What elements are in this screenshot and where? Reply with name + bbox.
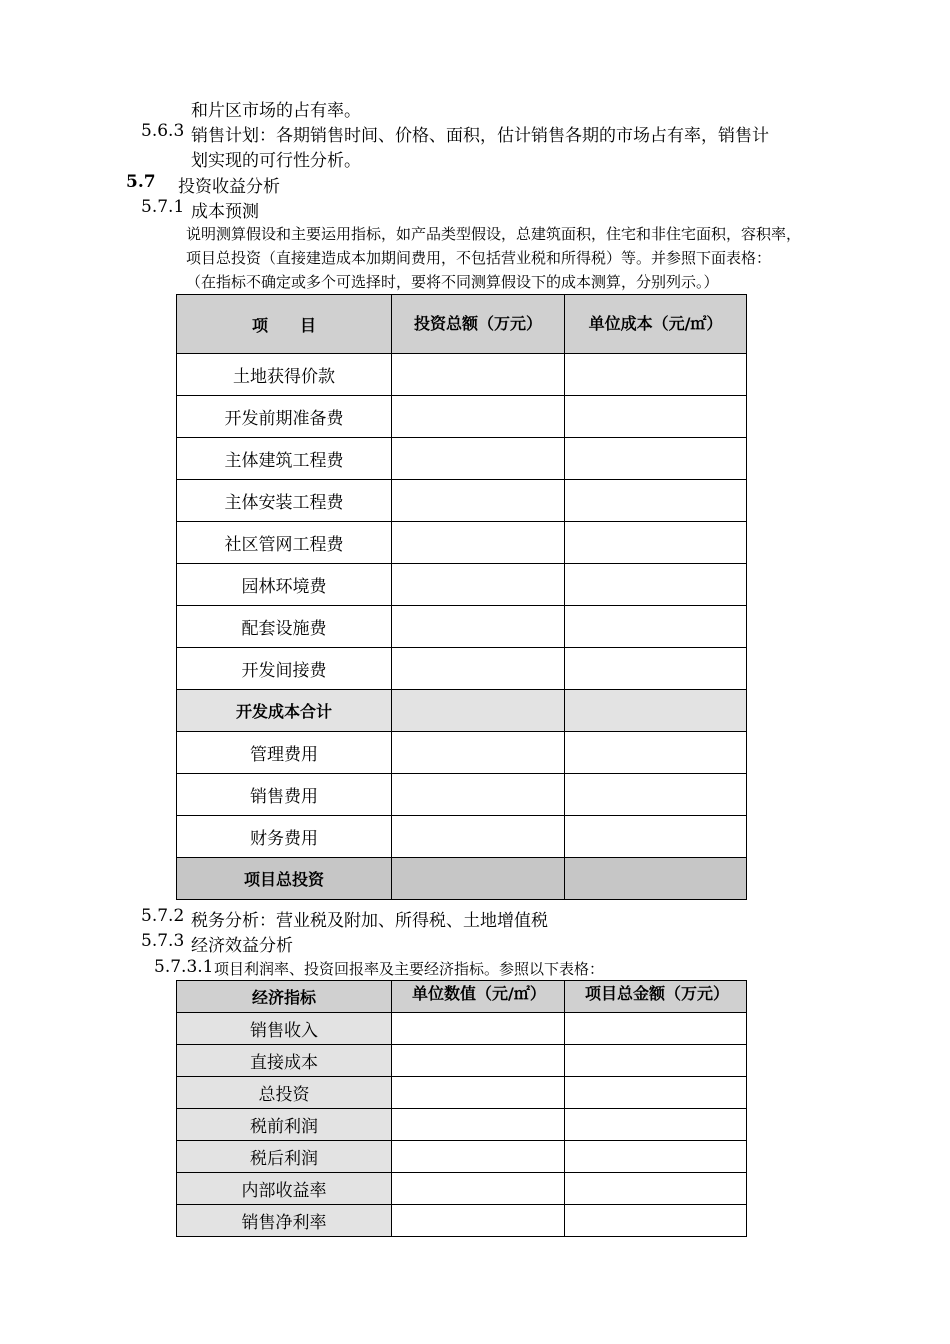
value-cell[interactable]	[392, 522, 565, 564]
value-cell[interactable]	[392, 396, 565, 438]
row-label: 财务费用	[177, 816, 392, 858]
row-label: 主体安装工程费	[177, 480, 392, 522]
value-cell[interactable]	[565, 1141, 747, 1173]
description-line: 项目总投资（直接建造成本加期间费用，不包括营业税和所得税）等。并参照下面表格：	[186, 249, 772, 267]
table-row	[177, 816, 747, 858]
description-line: （在指标不确定或多个可选择时，要将不同测算假设下的成本测算，分别列示。）	[186, 273, 719, 291]
value-cell[interactable]	[565, 480, 747, 522]
cost-forecast-table	[176, 294, 747, 900]
value-cell[interactable]	[392, 816, 565, 858]
value-cell[interactable]	[565, 732, 747, 774]
value-cell[interactable]	[392, 1173, 565, 1205]
row-label: 内部收益率	[177, 1173, 392, 1205]
table-row	[177, 522, 747, 564]
row-label: 配套设施费	[177, 606, 392, 648]
text-line: 划实现的可行性分析。	[191, 151, 361, 171]
value-cell[interactable]	[565, 690, 747, 732]
table-row	[177, 732, 747, 774]
table-row	[177, 438, 747, 480]
value-cell[interactable]	[392, 1141, 565, 1173]
section-number: 5.7.1	[141, 197, 185, 217]
value-cell[interactable]	[392, 1205, 565, 1237]
section-heading: 投资收益分析	[178, 177, 280, 197]
table-row	[177, 1045, 747, 1077]
value-cell[interactable]	[565, 774, 747, 816]
header-cell	[565, 981, 747, 1013]
table-row	[177, 606, 747, 648]
value-cell[interactable]	[392, 732, 565, 774]
header-text: 单位数值（元/㎡）	[412, 984, 546, 1003]
value-cell[interactable]	[565, 1045, 747, 1077]
header-cell: 单位成本（元/㎡）	[565, 295, 747, 354]
value-cell[interactable]	[565, 816, 747, 858]
value-cell[interactable]	[392, 1013, 565, 1045]
value-cell[interactable]	[392, 480, 565, 522]
value-cell[interactable]	[565, 606, 747, 648]
value-cell[interactable]	[565, 1013, 747, 1045]
value-cell[interactable]	[565, 438, 747, 480]
table-row	[177, 1205, 747, 1237]
row-label: 销售收入	[177, 1013, 392, 1045]
section-heading: 项目利润率、投资回报率及主要经济指标。参照以下表格：	[214, 960, 605, 978]
header-cell: 投资总额（万元）	[392, 295, 565, 354]
row-label: 开发前期准备费	[177, 396, 392, 438]
value-cell[interactable]	[565, 1173, 747, 1205]
value-cell[interactable]	[565, 1077, 747, 1109]
table-row	[177, 396, 747, 438]
table-row	[177, 564, 747, 606]
row-label: 社区管网工程费	[177, 522, 392, 564]
row-label: 销售费用	[177, 774, 392, 816]
table-row	[177, 480, 747, 522]
header-cell	[392, 981, 565, 1013]
value-cell[interactable]	[565, 1109, 747, 1141]
section-number: 5.6.3	[141, 121, 185, 141]
row-label: 直接成本	[177, 1045, 392, 1077]
row-label: 项目总投资	[177, 858, 392, 900]
value-cell[interactable]	[565, 396, 747, 438]
row-label: 开发间接费	[177, 648, 392, 690]
value-cell[interactable]	[392, 564, 565, 606]
value-cell[interactable]	[392, 1045, 565, 1077]
value-cell[interactable]	[392, 438, 565, 480]
economic-indicators-table	[176, 980, 747, 1237]
value-cell[interactable]	[392, 648, 565, 690]
row-label: 总投资	[177, 1077, 392, 1109]
header-cell: 项 目	[177, 295, 392, 354]
table-header-row	[177, 295, 747, 354]
text-line: 销售计划：各期销售时间、价格、面积，估计销售各期的市场占有率，销售计	[191, 126, 769, 146]
table-row	[177, 648, 747, 690]
row-label: 税前利润	[177, 1109, 392, 1141]
table-row	[177, 1013, 747, 1045]
section-number: 5.7.3.1	[154, 957, 214, 977]
table-row	[177, 1109, 747, 1141]
value-cell[interactable]	[565, 858, 747, 900]
subtotal-row	[177, 690, 747, 732]
section-heading: 经济效益分析	[191, 936, 293, 956]
section-number: 5.7.3	[141, 931, 185, 951]
row-label: 主体建筑工程费	[177, 438, 392, 480]
table-row	[177, 1077, 747, 1109]
description-line: 说明测算假设和主要运用指标，如产品类型假设，总建筑面积，住宅和非住宅面积，容积率，	[186, 225, 802, 243]
row-label: 管理费用	[177, 732, 392, 774]
value-cell[interactable]	[565, 564, 747, 606]
section-heading: 成本预测	[191, 202, 259, 222]
value-cell[interactable]	[392, 858, 565, 900]
table-row	[177, 774, 747, 816]
value-cell[interactable]	[392, 1109, 565, 1141]
header-text: 项目总金额（万元）	[585, 984, 730, 1003]
value-cell[interactable]	[565, 1205, 747, 1237]
row-label: 土地获得价款	[177, 354, 392, 396]
row-label: 销售净利率	[177, 1205, 392, 1237]
section-heading: 税务分析：营业税及附加、所得税、土地增值税	[191, 911, 548, 931]
text-line: 和片区市场的占有率。	[191, 101, 361, 121]
table-row	[177, 1173, 747, 1205]
value-cell[interactable]	[565, 648, 747, 690]
value-cell[interactable]	[392, 606, 565, 648]
table-row	[177, 1141, 747, 1173]
value-cell[interactable]	[565, 522, 747, 564]
header-cell: 经济指标	[177, 981, 392, 1013]
total-row	[177, 858, 747, 900]
section-number: 5.7.2	[141, 906, 185, 926]
value-cell[interactable]	[392, 774, 565, 816]
value-cell[interactable]	[565, 354, 747, 396]
row-label: 园林环境费	[177, 564, 392, 606]
table-header-row	[177, 981, 747, 1013]
section-number: 5.7	[126, 172, 156, 192]
row-label: 税后利润	[177, 1141, 392, 1173]
table-row	[177, 354, 747, 396]
row-label: 开发成本合计	[177, 690, 392, 732]
value-cell[interactable]	[392, 1077, 565, 1109]
value-cell[interactable]	[392, 690, 565, 732]
value-cell[interactable]	[392, 354, 565, 396]
